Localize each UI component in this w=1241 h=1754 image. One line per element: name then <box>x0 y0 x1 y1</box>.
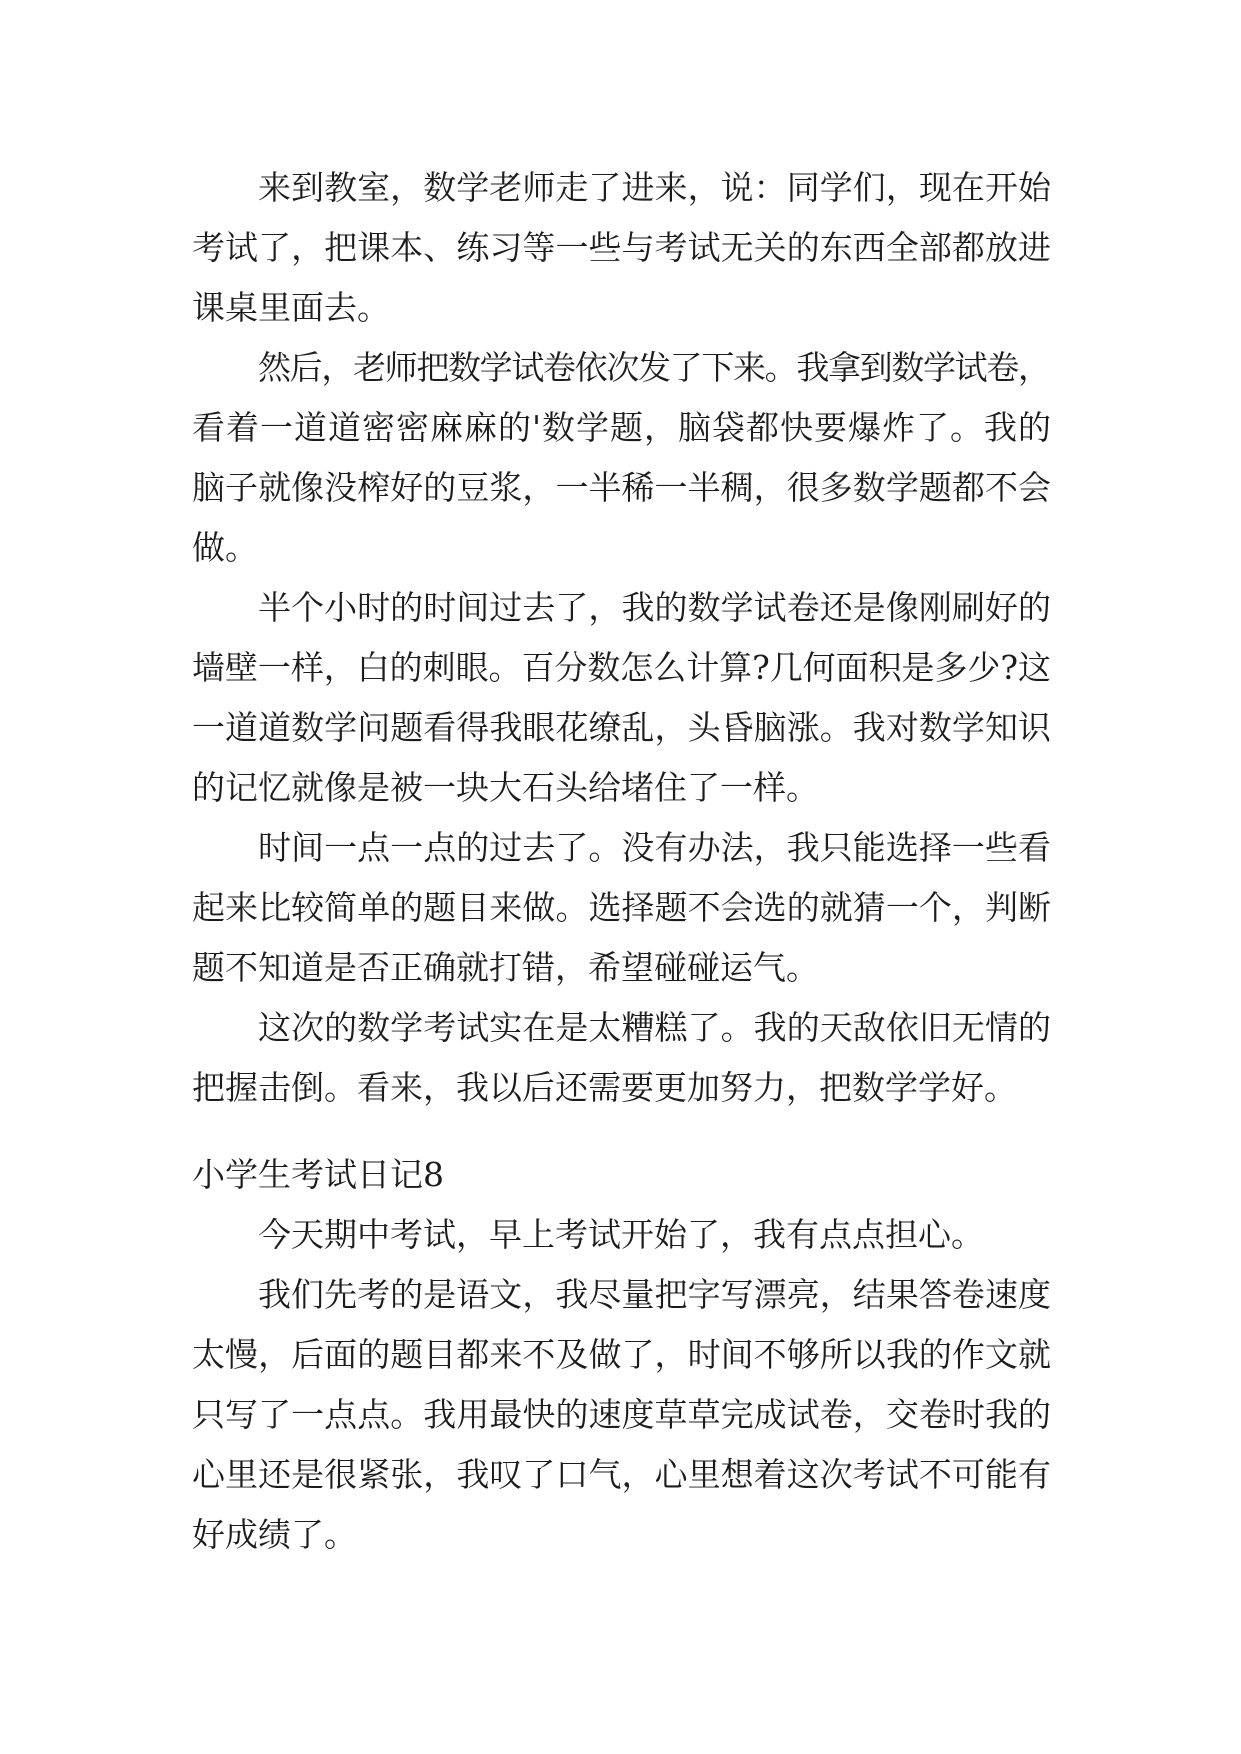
text-line: 题不知道是否正确就打错，希望碰碰运气。 <box>192 948 819 987</box>
paragraph <box>192 578 1051 818</box>
paragraph <box>192 998 1051 1118</box>
text-line: 考试了，把课本、练习等一些与考试无关的东西全部都放进 <box>192 228 1052 267</box>
text-line-row <box>192 938 1051 998</box>
text-line: 把握击倒。看来，我以后还需要更加努力，把数学学好。 <box>192 1068 1017 1107</box>
paragraph <box>192 1265 1051 1565</box>
text-line: 做。 <box>192 528 258 567</box>
text-line-row <box>192 1325 1051 1385</box>
text-line-row <box>192 818 1051 878</box>
text-line: 太慢，后面的题目都来不及做了，时间不够所以我的作文就 <box>192 1335 1052 1374</box>
text-line-row <box>192 1205 1051 1265</box>
text-line-row <box>192 1058 1051 1118</box>
section-title <box>192 1145 1051 1205</box>
text-line: 好成绩了。 <box>192 1515 357 1554</box>
paragraph <box>192 1205 1051 1265</box>
text-line-row <box>192 1445 1051 1505</box>
text-line-row <box>192 698 1051 758</box>
text-line: 的记忆就像是被一块大石头给堵住了一样。 <box>192 768 819 807</box>
text-line: 我们先考的是语文，我尽量把字写漂亮，结果答卷速度 <box>258 1275 1052 1314</box>
text-line-row <box>192 158 1051 218</box>
text-line-row <box>192 878 1051 938</box>
text-line: 心里还是很紧张，我叹了口气，心里想着这次考试不可能有 <box>192 1455 1052 1494</box>
paragraph <box>192 338 1051 578</box>
paragraph <box>192 158 1051 338</box>
text-line-row <box>192 398 1051 458</box>
text-line-row <box>192 1505 1051 1565</box>
text-line-row <box>192 278 1051 338</box>
text-line: 今天期中考试，早上考试开始了，我有点点担心。 <box>258 1215 984 1254</box>
text-line: 只写了一点点。我用最快的速度草草完成试卷，交卷时我的 <box>192 1395 1052 1434</box>
document-body <box>192 158 1051 1565</box>
text-line: 半个小时的时间过去了，我的数学试卷还是像刚刷好的 <box>258 588 1052 627</box>
text-line: 来到教室，数学老师走了进来，说：同学们，现在开始 <box>258 168 1052 207</box>
text-line: 看着一道道密密麻麻的'数学题，脑袋都快要爆炸了。我的 <box>192 408 1052 447</box>
text-line-row <box>192 518 1051 578</box>
section-title-text: 小学生考试日记8 <box>192 1155 444 1194</box>
text-line-row <box>192 338 1051 398</box>
text-line: 一道道数学问题看得我眼花缭乱，头昏脑涨。我对数学知识 <box>192 708 1052 747</box>
text-line: 墙壁一样，白的刺眼。百分数怎么计算?几何面积是多少?这 <box>192 648 1051 687</box>
text-line: 脑子就像没榨好的豆浆，一半稀一半稠，很多数学题都不会 <box>192 468 1052 507</box>
text-line: 这次的数学考试实在是太糟糕了。我的天敌依旧无情的 <box>258 1008 1052 1047</box>
paragraph <box>192 818 1051 998</box>
text-line-row <box>192 638 1051 698</box>
text-line-row <box>192 1265 1051 1325</box>
text-line-row <box>192 998 1051 1058</box>
text-line-row <box>192 218 1051 278</box>
text-line-row <box>192 458 1051 518</box>
text-line: 时间一点一点的过去了。没有办法，我只能选择一些看 <box>258 828 1052 867</box>
text-line: 课桌里面去。 <box>192 288 390 327</box>
text-line: 然后，老师把数学试卷依次发了下来。我拿到数学试卷， <box>258 348 1050 387</box>
text-line: 起来比较简单的题目来做。选择题不会选的就猜一个，判断 <box>192 888 1052 927</box>
text-line-row <box>192 1385 1051 1445</box>
text-line-row <box>192 578 1051 638</box>
text-line-row <box>192 758 1051 818</box>
